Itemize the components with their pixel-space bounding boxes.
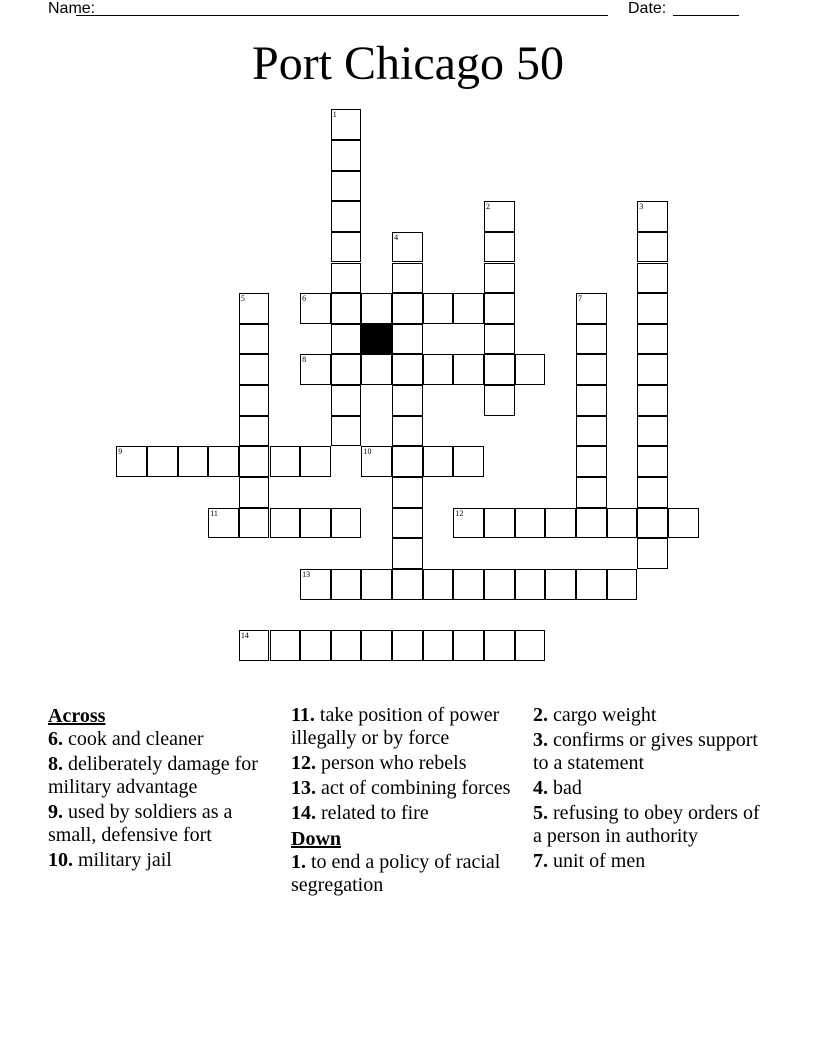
clue-number: 7. xyxy=(533,850,548,872)
grid-cell[interactable] xyxy=(515,569,546,600)
grid-cell[interactable] xyxy=(239,293,270,324)
clue-number: 8 xyxy=(302,355,307,365)
clue-number: 10 xyxy=(363,447,372,457)
grid-cell[interactable] xyxy=(300,569,331,600)
clue-number: 8. xyxy=(48,753,63,775)
clue-number: 1. xyxy=(291,851,306,873)
clue-number: 1 xyxy=(332,110,337,120)
name-label: Name: xyxy=(48,0,96,17)
clue-text: act of combining forces xyxy=(321,777,511,799)
date-label: Date: xyxy=(628,0,667,17)
grid-cell[interactable] xyxy=(331,140,362,171)
grid-cell[interactable] xyxy=(453,293,484,324)
clue-text: to end a policy of racial segregation xyxy=(291,851,501,896)
clue-text: person who rebels xyxy=(321,752,467,774)
grid-cell[interactable] xyxy=(331,293,362,324)
grid-cell[interactable] xyxy=(607,508,638,539)
clue-item xyxy=(48,753,268,799)
grid-cell[interactable] xyxy=(300,293,331,324)
grid-cell[interactable] xyxy=(576,293,607,324)
clue-item xyxy=(533,777,768,800)
grid-cell[interactable] xyxy=(239,416,270,447)
grid-cell[interactable] xyxy=(453,446,484,477)
black-cell xyxy=(361,324,392,355)
grid-cell[interactable] xyxy=(208,508,239,539)
grid-cell[interactable] xyxy=(576,416,607,447)
grid-cell[interactable] xyxy=(637,416,668,447)
grid-cell[interactable] xyxy=(392,569,423,600)
clue-item xyxy=(533,729,768,775)
clue-item xyxy=(291,802,516,825)
clue-item xyxy=(533,802,768,848)
grid-cell[interactable] xyxy=(484,630,515,661)
grid-cell[interactable] xyxy=(331,109,362,140)
grid-cell[interactable] xyxy=(300,354,331,385)
grid-cell[interactable] xyxy=(576,446,607,477)
grid-cell[interactable] xyxy=(239,385,270,416)
down-heading: Down xyxy=(291,828,342,850)
clue-item xyxy=(291,752,516,775)
grid-cell[interactable] xyxy=(270,446,301,477)
grid-cell[interactable] xyxy=(392,477,423,508)
clue-number: 9 xyxy=(118,447,123,457)
grid-cell[interactable] xyxy=(331,201,362,232)
grid-cell[interactable] xyxy=(484,508,515,539)
clue-text: cargo weight xyxy=(553,704,657,726)
clue-item xyxy=(291,704,516,750)
grid-cell[interactable] xyxy=(423,293,454,324)
clue-column-3 xyxy=(533,704,768,875)
grid-cell[interactable] xyxy=(239,630,270,661)
grid-cell[interactable] xyxy=(392,538,423,569)
grid-cell[interactable] xyxy=(331,569,362,600)
clue-column-2 xyxy=(291,704,516,899)
grid-cell[interactable] xyxy=(515,354,546,385)
grid-cell[interactable] xyxy=(208,446,239,477)
grid-cell[interactable] xyxy=(147,446,178,477)
grid-cell[interactable] xyxy=(637,508,668,539)
clue-number: 9. xyxy=(48,801,63,823)
clue-number: 4 xyxy=(394,232,399,242)
grid-cell[interactable] xyxy=(331,263,362,294)
grid-cell[interactable] xyxy=(576,508,607,539)
clue-number: 12 xyxy=(455,508,464,518)
grid-cell[interactable] xyxy=(453,569,484,600)
clue-text: used by soldiers as a small, defensive fort xyxy=(48,801,233,846)
grid-cell[interactable] xyxy=(239,508,270,539)
grid-cell[interactable] xyxy=(576,477,607,508)
clue-number: 13 xyxy=(302,570,311,579)
grid-cell[interactable] xyxy=(637,354,668,385)
grid-cell[interactable] xyxy=(239,324,270,355)
grid-cell[interactable] xyxy=(637,385,668,416)
grid-cell[interactable] xyxy=(668,508,699,539)
clue-text: related to fire xyxy=(321,802,429,824)
grid-cell[interactable] xyxy=(361,354,392,385)
page-title: Port Chicago 50 xyxy=(252,37,564,90)
grid-cell[interactable] xyxy=(515,630,546,661)
clue-number: 5. xyxy=(533,802,548,824)
grid-cell[interactable] xyxy=(453,354,484,385)
clue-item xyxy=(291,851,516,897)
clue-text: take position of power illegally or by force xyxy=(291,704,500,749)
grid-cell[interactable] xyxy=(423,354,454,385)
clue-number: 6 xyxy=(302,294,307,304)
grid-cell[interactable] xyxy=(484,324,515,355)
grid-cell[interactable] xyxy=(392,630,423,661)
grid-cell[interactable] xyxy=(392,354,423,385)
grid-cell[interactable] xyxy=(453,508,484,539)
clue-number: 5 xyxy=(240,294,245,304)
grid-cell[interactable] xyxy=(576,324,607,355)
grid-cell[interactable] xyxy=(331,416,362,447)
clue-item xyxy=(291,777,516,800)
grid-cell[interactable] xyxy=(637,201,668,232)
grid-cell[interactable] xyxy=(484,354,515,385)
clue-text: unit of men xyxy=(553,850,646,872)
grid-cell[interactable] xyxy=(576,354,607,385)
grid-cell[interactable] xyxy=(331,385,362,416)
clue-text: cook and cleaner xyxy=(68,728,204,750)
clue-number: 12. xyxy=(291,752,316,774)
grid-cell[interactable] xyxy=(331,354,362,385)
clue-item xyxy=(48,728,268,751)
clue-item xyxy=(533,850,768,873)
clue-number: 2 xyxy=(486,202,491,212)
grid-cell[interactable] xyxy=(178,446,209,477)
across-heading: Across xyxy=(48,705,106,727)
grid-cell[interactable] xyxy=(484,263,515,294)
clue-number: 14 xyxy=(240,631,249,641)
grid-cell[interactable] xyxy=(392,232,423,263)
grid-cell[interactable] xyxy=(637,232,668,263)
grid-cell[interactable] xyxy=(116,446,147,477)
grid-cell[interactable] xyxy=(423,569,454,600)
clue-number: 11. xyxy=(291,704,315,726)
clue-number: 4. xyxy=(533,777,548,799)
grid-cell[interactable] xyxy=(423,446,454,477)
clue-text: bad xyxy=(553,777,582,799)
grid-cell[interactable] xyxy=(270,508,301,539)
grid-cell[interactable] xyxy=(392,416,423,447)
grid-cell[interactable] xyxy=(637,538,668,569)
grid-cell[interactable] xyxy=(239,477,270,508)
clue-number: 6. xyxy=(48,728,63,750)
clue-number: 10. xyxy=(48,849,73,871)
grid-cell[interactable] xyxy=(637,324,668,355)
grid-cell[interactable] xyxy=(331,324,362,355)
grid-cell[interactable] xyxy=(484,293,515,324)
grid-cell[interactable] xyxy=(239,354,270,385)
clue-number: 11 xyxy=(210,508,218,518)
grid-cell[interactable] xyxy=(392,293,423,324)
grid-cell[interactable] xyxy=(239,446,270,477)
clue-text: deliberately damage for military advantage xyxy=(48,753,258,798)
grid-cell[interactable] xyxy=(453,630,484,661)
grid-cell[interactable] xyxy=(392,508,423,539)
clue-number: 3. xyxy=(533,729,548,751)
grid-cell[interactable] xyxy=(331,508,362,539)
grid-cell[interactable] xyxy=(545,508,576,539)
clue-text: confirms or gives support to a statement xyxy=(533,729,758,774)
grid-cell[interactable] xyxy=(300,630,331,661)
grid-cell[interactable] xyxy=(484,232,515,263)
grid-cell[interactable] xyxy=(637,263,668,294)
grid-cell[interactable] xyxy=(484,569,515,600)
grid-cell[interactable] xyxy=(361,569,392,600)
clue-number: 2. xyxy=(533,704,548,726)
clue-number: 3 xyxy=(639,202,644,212)
grid-cell[interactable] xyxy=(331,171,362,202)
grid-cell[interactable] xyxy=(637,446,668,477)
clue-number: 14. xyxy=(291,802,316,824)
grid-cell[interactable] xyxy=(484,201,515,232)
grid-cell[interactable] xyxy=(361,446,392,477)
grid-cell[interactable] xyxy=(576,385,607,416)
grid-cell[interactable] xyxy=(331,630,362,661)
grid-cell[interactable] xyxy=(392,385,423,416)
grid-cell[interactable] xyxy=(331,232,362,263)
grid-cell[interactable] xyxy=(576,569,607,600)
grid-cell[interactable] xyxy=(300,508,331,539)
clue-item xyxy=(48,801,268,847)
clue-number: 7 xyxy=(578,294,582,304)
grid-cell[interactable] xyxy=(361,630,392,661)
clue-number: 13. xyxy=(291,777,316,799)
grid-cell[interactable] xyxy=(270,630,301,661)
grid-cell[interactable] xyxy=(392,446,423,477)
clue-item xyxy=(533,704,768,727)
clue-text: military jail xyxy=(78,849,172,871)
grid-cell[interactable] xyxy=(637,477,668,508)
grid-cell[interactable] xyxy=(392,324,423,355)
grid-cell[interactable] xyxy=(515,508,546,539)
grid-cell[interactable] xyxy=(300,446,331,477)
grid-cell[interactable] xyxy=(392,263,423,294)
clue-item xyxy=(48,849,268,872)
grid-cell[interactable] xyxy=(607,569,638,600)
grid-cell[interactable] xyxy=(545,569,576,600)
grid-cell[interactable] xyxy=(423,630,454,661)
grid-cell[interactable] xyxy=(637,293,668,324)
clue-text: refusing to obey orders of a person in authority xyxy=(533,802,760,847)
grid-cell[interactable] xyxy=(361,293,392,324)
grid-cell[interactable] xyxy=(484,385,515,416)
clue-column-1 xyxy=(48,704,268,874)
